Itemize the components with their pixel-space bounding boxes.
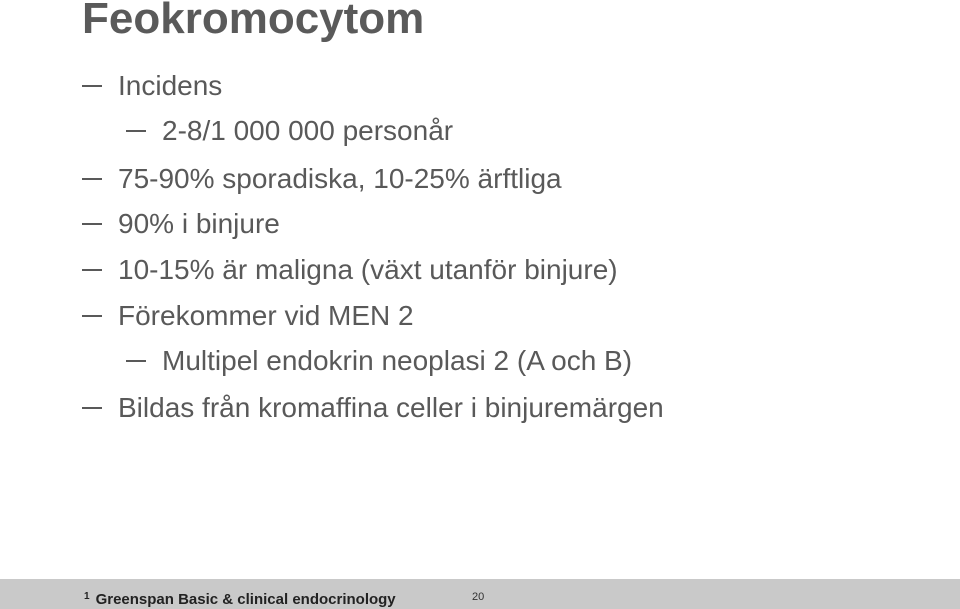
bullet-item — [82, 159, 562, 199]
dash-bullet-icon — [82, 407, 102, 409]
dash-bullet-icon — [126, 130, 146, 132]
footnote-marker: 1 — [84, 591, 90, 602]
bullet-text: 75-90% sporadiska, 10-25% ärftliga — [118, 163, 562, 194]
bullet-text: Förekommer vid MEN 2 — [118, 300, 414, 331]
dash-bullet-icon — [82, 269, 102, 271]
bullet-item — [82, 296, 414, 336]
dash-bullet-icon — [82, 223, 102, 225]
bullet-item — [82, 250, 618, 290]
bullet-text: Multipel endokrin neoplasi 2 (A och B) — [162, 345, 633, 376]
bullet-item — [82, 204, 280, 244]
bullet-item — [126, 341, 632, 381]
bullet-item — [126, 111, 453, 151]
slide-title: Feokromocytom — [82, 0, 425, 43]
dash-bullet-icon — [126, 360, 146, 362]
bullet-text: Incidens — [118, 70, 223, 101]
bullet-text: 2-8/1 000 000 personår — [162, 115, 454, 146]
bullet-text: Bildas från kromaffina celler i binjuremärgen — [118, 392, 664, 423]
bullet-text: 10-15% är maligna (växt utanför binjure) — [118, 254, 618, 285]
bullet-item — [82, 66, 222, 106]
footnote — [84, 587, 396, 609]
footnote-text: Greenspan Basic & clinical endocrinology — [95, 591, 396, 608]
bullet-item — [82, 388, 664, 428]
page-number: 20 — [472, 591, 485, 603]
bullet-text: 90% i binjure — [118, 208, 280, 239]
dash-bullet-icon — [82, 178, 102, 180]
dash-bullet-icon — [82, 315, 102, 317]
dash-bullet-icon — [82, 85, 102, 87]
